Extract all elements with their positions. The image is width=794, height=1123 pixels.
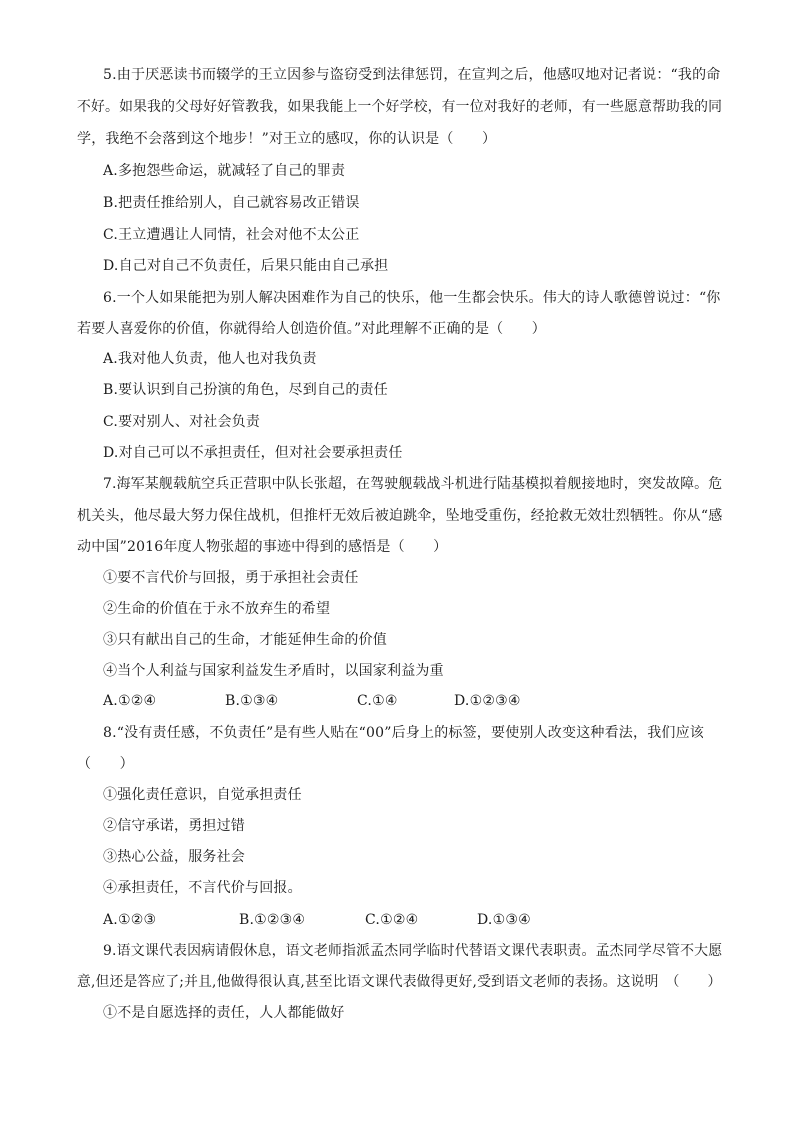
q6-stem-line1: 6.一个人如果能把为别人解决困难作为自己的快乐，他一生都会快乐。伟大的诗人歌德曾说过：“你	[103, 290, 721, 306]
q7-option-b: B.①③④	[225, 693, 279, 709]
q8-stem-line2: （ ）	[77, 756, 134, 772]
q7-statement-3: ③只有献出自己的生命，才能延伸生命的价值	[103, 632, 387, 648]
q5-option-a: A.多抱怨些命运，就减轻了自己的罪责	[103, 163, 346, 179]
q8-statement-4: ④承担责任，不言代价与回报。	[103, 880, 302, 896]
q8-statement-1: ①强化责任意识，自觉承担责任	[103, 787, 302, 803]
q5-stem-line1: 5.由于厌恶读书而辍学的王立因参与盗窃受到法律惩罚，在宣判之后，他感叹地对记者说：“我的命	[103, 67, 721, 83]
q9-stem-line2: 意,但还是答应了;并且,他做得很认真,甚至比语文课代表做得更好,受到语文老师的表扬。这说明 （ ）	[77, 974, 722, 990]
q7-option-c: C.①④	[357, 693, 398, 709]
q5-stem-line2: 不好。如果我的父母好好管教我，如果我能上一个好学校，有一位对我好的老师，有一些愿意帮助我的同	[77, 99, 723, 115]
q7-statement-1: ①要不言代价与回报，勇于承担社会责任	[103, 570, 359, 586]
q7-statement-4: ④当个人利益与国家利益发生矛盾时，以国家利益为重	[103, 663, 444, 679]
q7-stem-line2: 机关头，他尽最大努力保住战机，但推杆无效后被迫跳伞，坠地受重伤，经抢救无效壮烈牺牲。你从“感	[77, 508, 723, 524]
q7-options-row	[103, 692, 521, 710]
q7-stem-line1: 7.海军某舰载航空兵正营职中队长张超，在驾驶舰载战斗机进行陆基模拟着舰接地时，突发故障。危	[103, 476, 723, 492]
q8-options-row	[103, 911, 531, 929]
q6-option-b: B.要认识到自己扮演的角色，尽到自己的责任	[103, 382, 388, 398]
q8-statement-3: ③热心公益，服务社会	[103, 849, 245, 865]
q8-stem-line1: 8.“没有责任感，不负责任”是有些人贴在“00”后身上的标签，要使别人改变这种看法，我们应该	[103, 725, 704, 741]
q8-option-c: C.①②④	[365, 912, 419, 928]
q8-option-d: D.①③④	[477, 912, 531, 928]
q9-stem-line1: 9.语文课代表因病请假休息，语文老师指派孟杰同学临时代替语文课代表职责。孟杰同学尽管不大愿	[103, 943, 723, 959]
q5-stem-line3: 学，我绝不会落到这个地步！”对王立的感叹，你的认识是（ ）	[77, 131, 497, 147]
q8-option-b: B.①②③④	[239, 912, 306, 928]
q5-option-d: D.自己对自己不负责任，后果只能由自己承担	[103, 258, 389, 274]
q5-option-c: C.王立遭遇让人同情，社会对他不太公正	[103, 227, 360, 243]
q6-option-d: D.对自己可以不承担责任，但对社会要承担责任	[103, 445, 403, 461]
q6-stem-line2: 若要人喜爱你的价值，你就得给人创造价值。”对此理解不正确的是（ ）	[77, 321, 546, 337]
q7-option-a: A.①②④	[103, 693, 157, 709]
q6-option-a: A.我对他人负责，他人也对我负责	[103, 351, 317, 367]
q9-statement-1: ①不是自愿选择的责任，人人都能做好	[103, 1005, 345, 1021]
q8-statement-2: ②信守承诺，勇担过错	[103, 818, 245, 834]
q8-option-a: A.①②③	[103, 912, 157, 928]
q6-option-c: C.要对别人、对社会负责	[103, 414, 261, 430]
q7-option-d: D.①②③④	[454, 693, 521, 709]
q7-statement-2: ②生命的价值在于永不放弃生的希望	[103, 601, 331, 617]
q5-option-b: B.把责任推给别人，自己就容易改正错误	[103, 195, 360, 211]
q7-stem-line3: 动中国”2016年度人物张超的事迹中得到的感悟是（ ）	[77, 539, 448, 555]
